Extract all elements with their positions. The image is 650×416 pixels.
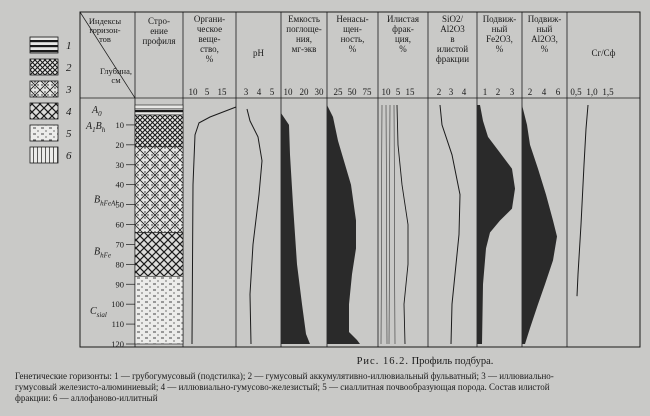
caption-line-3: фракции: 6 — аллофаново-иллитный [15, 393, 158, 403]
depth-tick-label: 80 [115, 259, 124, 270]
header-clay-title: фрак- [392, 24, 414, 34]
header-structure-label: Стро- [148, 16, 170, 26]
tick-sio2: 3 [448, 87, 454, 97]
header-labels [89, 14, 616, 97]
header-index-label: горизон- [89, 25, 121, 35]
header-fe2o3-title: ный [491, 24, 508, 34]
tick-sio2: 2 [436, 87, 442, 97]
data-curves [183, 105, 588, 344]
legend-number-1: 1 [66, 40, 72, 52]
depth-tick-label: 20 [115, 139, 124, 150]
tick-sio2: 4 [461, 87, 467, 97]
tick-cec: 10 [283, 87, 293, 97]
header-fe2o3-title: Fe2O3, [486, 34, 513, 44]
profile-structure [135, 105, 183, 344]
legend-number-4: 4 [66, 106, 72, 118]
tick-fe2o3: 2 [495, 87, 501, 97]
header-unsat-title: % [348, 44, 357, 54]
structure-layer-bhfeal [135, 147, 183, 233]
horizon-label-a1bh: $A_1B_h$ [86, 120, 106, 134]
header-cec-title: ния, [295, 34, 313, 44]
header-organic-title: ческое [196, 24, 223, 34]
legend [30, 37, 72, 163]
header-index-label: Индексы [88, 16, 122, 26]
header-unsat-title: ность, [340, 34, 365, 44]
header-sio2-title: Al2O3 [440, 24, 465, 34]
curve-ph [247, 109, 262, 344]
horizon-label-bhfe: $B_{hFe}$ [94, 246, 111, 260]
header-index-label: тов [99, 34, 111, 44]
curve-clay-line [386, 105, 387, 344]
tick-organic: 10 [188, 87, 198, 97]
tick-ph: 3 [243, 87, 249, 97]
tick-fe2o3: 3 [509, 87, 515, 97]
depth-tick-label: 60 [115, 219, 124, 230]
legend-number-2: 2 [66, 62, 72, 74]
tick-al2o3: 4 [541, 87, 547, 97]
structure-layer-bhfe [135, 232, 183, 276]
header-organic-title: веще- [198, 34, 221, 44]
tick-clay: 15 [405, 87, 415, 97]
area-fe2o3 [477, 105, 515, 344]
curve-sio2 [440, 105, 460, 344]
legend-swatch-1 [30, 37, 58, 53]
tick-clay: 10 [381, 87, 391, 97]
curve-clay-line [389, 105, 390, 344]
legend-number-3: 3 [66, 84, 72, 96]
curve-cg-cf [577, 105, 588, 296]
header-fe2o3-title: Подвиж- [482, 14, 517, 24]
tick-fe2o3: 1 [482, 87, 488, 97]
structure-layer-a1bh [135, 115, 183, 147]
figure-title [15, 356, 645, 367]
tick-ph: 4 [256, 87, 262, 97]
structure-layer-a0 [135, 105, 183, 109]
tick-unsat: 25 [333, 87, 343, 97]
structure-layer-a0-litter [135, 109, 183, 115]
tick-cgcf: 1,0 [586, 87, 598, 97]
depth-tick-label: 50 [115, 199, 124, 210]
depth-tick-label: 90 [115, 279, 124, 290]
header-clay-title: ция, [394, 34, 412, 44]
header-cec-title: Емкость [288, 14, 320, 24]
header-ph-title: pH [253, 48, 264, 58]
depth-axis [111, 120, 135, 349]
caption-line-2: гумусовый железисто-алюминиевый; 4 — иллювиально-гумусово-железистый; 5 — сиаллитная почвообразующая порода. Состав илистой [15, 382, 550, 392]
depth-tick-label: 100 [111, 299, 124, 310]
header-al2o3-title: % [540, 44, 549, 54]
tick-clay: 5 [395, 87, 401, 97]
curve-clay-line [381, 105, 382, 344]
header-cec-title: поглоще- [286, 24, 322, 34]
depth-tick-label: 110 [111, 319, 124, 330]
header-cec-title: мг-экв [291, 44, 317, 54]
caption-line-1: Генетические горизонты: 1 — грубогумусовый (подстилка); 2 — гумусовый аккумулятивно-иллювиальный фульватный; 3 — иллювиально- [15, 371, 554, 381]
figure-title-text: Профиль подбура. [411, 356, 494, 367]
header-organic-title: % [205, 54, 214, 64]
depth-tick-label: 40 [115, 179, 124, 190]
tick-cec: 30 [314, 87, 324, 97]
header-al2o3-title: Al2O3, [531, 34, 558, 44]
tick-organic: 15 [217, 87, 227, 97]
header-structure-label: профиля [142, 36, 176, 46]
horizon-label-bhfeal: $B_{hFeAl}$ [94, 194, 118, 208]
legend-swatch-4 [30, 103, 58, 119]
structure-layer-csial [135, 276, 183, 344]
curve-clay-line [394, 105, 395, 344]
header-structure-label: ение [150, 26, 168, 36]
legend-number-6: 6 [66, 150, 72, 162]
legend-swatch-5 [30, 125, 58, 141]
header-al2o3-title: ный [536, 24, 553, 34]
depth-tick-label: 70 [115, 239, 124, 250]
curve-clay [397, 105, 408, 344]
header-fe2o3-title: % [495, 44, 504, 54]
curve-organic [192, 107, 236, 344]
tick-ph: 5 [269, 87, 275, 97]
legend-swatch-2 [30, 59, 58, 75]
tick-cec: 20 [299, 87, 309, 97]
figure-title-prefix: Рис. 16.2. [356, 356, 409, 367]
legend-swatch-3 [30, 81, 58, 97]
header-depth-label: Глубина, [100, 66, 132, 76]
header-depth-label: см [111, 75, 121, 85]
tick-cgcf: 1,5 [602, 87, 614, 97]
area-al2o3 [522, 105, 557, 344]
header-sio2-title: илистой [436, 44, 469, 54]
header-organic-title: Органи- [193, 14, 226, 24]
tick-organic: 5 [204, 87, 210, 97]
header-sio2-title: фракции [435, 54, 470, 64]
tick-cgcf: 0,5 [570, 87, 582, 97]
depth-tick-label: 10 [115, 119, 124, 130]
header-clay-title: Илистая [387, 14, 419, 24]
tick-unsat: 75 [362, 87, 372, 97]
header-organic-title: ство, [200, 44, 219, 54]
tick-al2o3: 2 [527, 87, 533, 97]
legend-swatch-6 [30, 147, 58, 163]
figure-caption [15, 356, 645, 404]
header-sio2-title: в [450, 34, 455, 44]
tick-al2o3: 6 [555, 87, 561, 97]
header-cgcf-title: Cг/Cф [591, 48, 616, 58]
horizon-label-a0: $A_0$ [92, 104, 102, 118]
area-cec [281, 105, 310, 344]
depth-tick-label: 30 [115, 159, 124, 170]
header-clay-title: % [399, 44, 407, 54]
area-unsaturation [327, 105, 360, 344]
depth-tick-label: 120 [111, 339, 124, 349]
tick-unsat: 50 [347, 87, 357, 97]
horizon-label-csial: $C_{sial}$ [90, 306, 107, 320]
header-unsat-title: щен- [343, 24, 362, 34]
legend-number-5: 5 [66, 128, 72, 140]
horizon-labels [85, 105, 117, 319]
header-sio2-title: SiO2/ [441, 14, 464, 24]
header-unsat-title: Ненасы- [336, 14, 369, 24]
header-al2o3-title: Подвиж- [527, 14, 562, 24]
